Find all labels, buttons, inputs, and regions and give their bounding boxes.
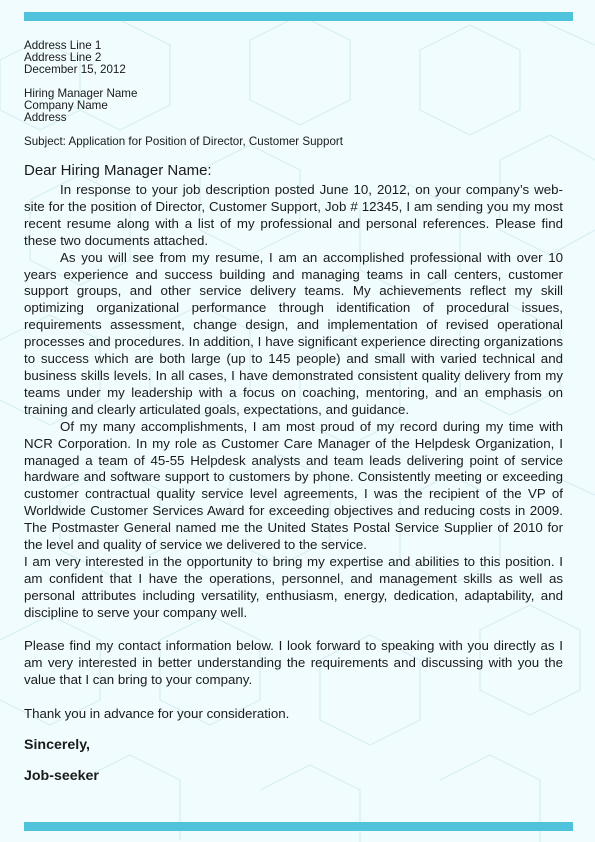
recipient-address-block [24,88,563,124]
sender-address-block [24,40,563,76]
paragraph-accomplishments: Of my many accomplishments, I am most proud of my record during my time with NCR Corporation. In my role as Customer Care Manager of the Helpdesk Organization, I managed a team of 45-55 Helpdesk analysts and team leads delivering point of service hardware and software support to customers by phone. Consistently meeting or exceeding customer contractual quality service level agreements, I was the recipient of the VP of Worldwide Customer Services Award for exceeding objectives and reducing costs in 2009. The Postmaster General named me the United States Postal Service Supplier of 2010 for the level and quality of service we delivered to the service. [24,418,563,553]
paragraph-contact: Please find my contact information below. I look forward to speaking with you directly as I am very interested in better understanding the requirements and discussing with you the value that I can bring to your company. [24,638,563,688]
letter-date: December 15, 2012 [24,63,126,76]
recipient-name: Hiring Manager Name [24,87,138,100]
letter-body [24,40,563,785]
closing-gap [24,723,563,737]
closing-sincerely: Sincerely, [24,736,90,753]
paragraph-experience: As you will see from my resume, I am an accomplished professional with over 10 years experience and success building and managing teams in call centers, customer support groups, and other service delivery teams. My achievements reflect my skill optimizing organizational performance through identification of procedural issues, requirements assessment, change design, and implementation of revised operational processes and procedures. In addition, I have significant experience directing organizations to success which are both large (up to 145 people) and small with varied technical and business skills levels. In all cases, I have demonstrated consistent quality delivery from my teams under my leadership with a focus on coaching, mentoring, and an emphasis on training and clearly articulated goals, expectations, and guidance. [24,249,563,417]
paragraph-gap [24,689,563,706]
recipient-company: Company Name [24,99,108,112]
paragraph-thanks: Thank you in advance for your consideration. [24,706,290,722]
paragraph-intro: In response to your job description posted June 10, 2012, on your company’s web-site for the position of Director, Customer Support, Job # 12345, I am sending you my most recent resume along with a list of my professional and personal references. Please find these two documents attached. [24,182,563,248]
signature-name: Job-seeker [24,767,99,784]
subject-line: Subject: Application for Position of Director, Customer Support [24,135,343,148]
paragraph-interest: I am very interested in the opportunity to bring my expertise and abilities to this position. I am confident that I have the operations, personnel, and management skills as well as personal attributes including versatility, enthusiasm, energy, dedication, adaptability, and discipline to serve your company well. [24,553,563,620]
paragraph-gap [24,622,563,639]
sender-address-line-2: Address Line 2 [24,51,102,64]
salutation: Dear Hiring Manager Name: [24,162,212,179]
signature-gap [24,754,563,768]
top-accent-bar [24,12,573,21]
sender-address-line-1: Address Line 1 [24,39,102,52]
bottom-accent-bar [24,822,573,831]
recipient-address: Address [24,111,67,124]
